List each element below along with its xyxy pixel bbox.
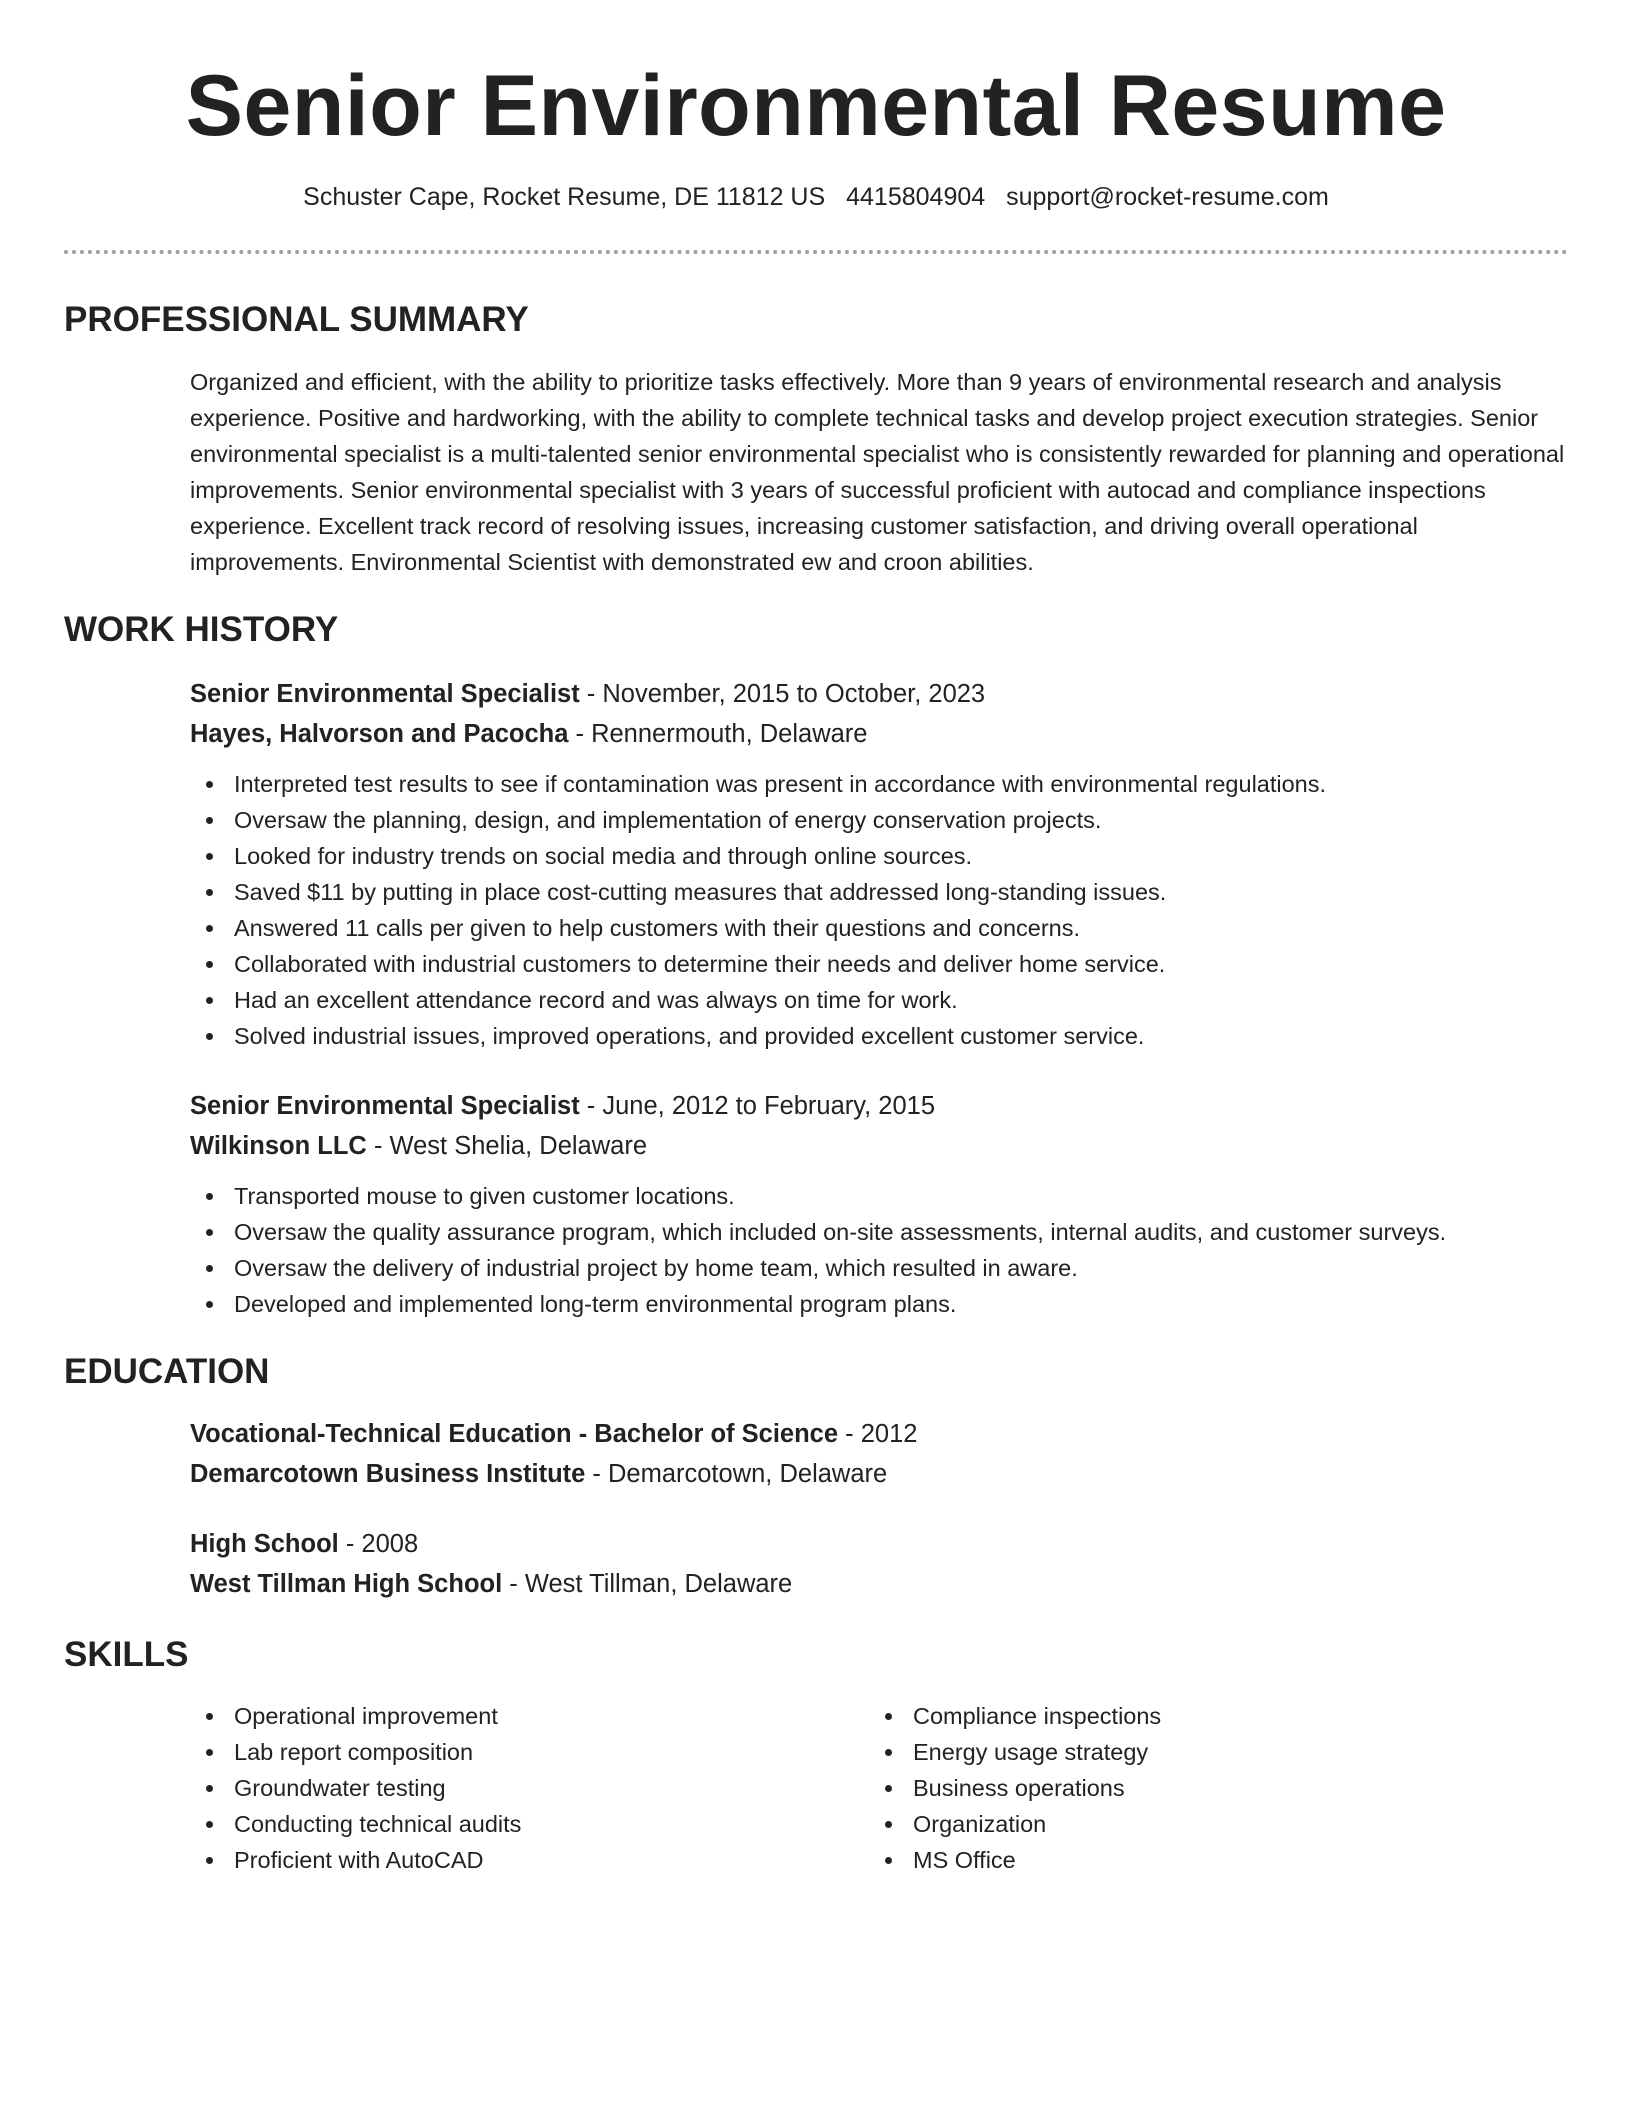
job-bullet: Oversaw the planning, design, and implementation of energy conservation projects. (190, 802, 1570, 838)
job-entry (190, 674, 1570, 1054)
education-entry (190, 1414, 1570, 1494)
job-company-line (190, 714, 1570, 754)
skill-item: Lab report composition (190, 1734, 521, 1770)
summary-text: Organized and efficient, with the ability to prioritize tasks effectively. More than 9 years of environmental research and analysis experience. Positive and hardworking, with the ability to complete technical tasks and develop project execution strategies. Senior environmental specialist is a multi-talented senior environmental specialist who is consistently rewarded for planning and operational improvements. Senior environmental specialist with 3 years of successful proficient with autocad and compliance inspections experience. Excellent track record of resolving issues, increasing customer satisfaction, and driving overall operational improvements. Environmental Scientist with demonstrated ew and croon abilities. (190, 369, 1565, 575)
header-divider (64, 250, 1568, 254)
education-location: - Demarcotown, Delaware (585, 1460, 888, 1488)
skill-item: Organization (869, 1806, 1161, 1842)
skill-item: Conducting technical audits (190, 1806, 521, 1842)
job-company: Wilkinson LLC (190, 1132, 367, 1160)
job-role: Senior Environmental Specialist (190, 1092, 580, 1120)
education-degree-line (190, 1414, 1570, 1454)
education-school: West Tillman High School (190, 1570, 503, 1598)
job-bullet: Developed and implemented long-term environmental program plans. (190, 1286, 1570, 1322)
job-dates: - November, 2015 to October, 2023 (579, 680, 986, 708)
job-bullet: Collaborated with industrial customers to determine their needs and deliver home service. (190, 946, 1570, 982)
education-school-line (190, 1564, 1570, 1604)
job-bullet: Interpreted test results to see if contamination was present in accordance with environmental regulations. (190, 766, 1570, 802)
skill-item: MS Office (869, 1842, 1161, 1878)
contact-phone: 4415804904 (846, 183, 986, 211)
skill-item: Proficient with AutoCAD (190, 1842, 521, 1878)
summary-heading: PROFESSIONAL SUMMARY (64, 300, 529, 339)
education-location: - West Tillman, Delaware (502, 1570, 793, 1598)
education-entry (190, 1524, 1570, 1604)
education-heading: EDUCATION (64, 1352, 270, 1391)
contact-email: support@rocket-resume.com (1006, 183, 1329, 211)
job-bullet: Looked for industry trends on social media and through online sources. (190, 838, 1570, 874)
education-degree-line (190, 1524, 1570, 1564)
job-bullet: Answered 11 calls per given to help customers with their questions and concerns. (190, 910, 1570, 946)
job-bullets (190, 1178, 1570, 1322)
skills-column-left (190, 1698, 521, 1878)
job-bullet: Saved $11 by putting in place cost-cutting measures that addressed long-standing issues. (190, 874, 1570, 910)
education-year: - 2012 (838, 1420, 918, 1448)
job-location: - West Shelia, Delaware (366, 1132, 647, 1160)
skill-item: Business operations (869, 1770, 1161, 1806)
education-school: Demarcotown Business Institute (190, 1460, 586, 1488)
skills-heading: SKILLS (64, 1635, 189, 1674)
work-history-heading: WORK HISTORY (64, 610, 339, 649)
contact-address: Schuster Cape, Rocket Resume, DE 11812 US (303, 183, 826, 211)
job-bullet: Oversaw the quality assurance program, which included on-site assessments, internal audits, and customer surveys. (190, 1214, 1570, 1250)
job-company: Hayes, Halvorson and Pacocha (190, 720, 569, 748)
job-title-line (190, 674, 1570, 714)
job-dates: - June, 2012 to February, 2015 (579, 1092, 936, 1120)
contact-line (0, 180, 1632, 214)
skill-item: Compliance inspections (869, 1698, 1161, 1734)
skill-item: Operational improvement (190, 1698, 521, 1734)
skill-item: Groundwater testing (190, 1770, 521, 1806)
job-title-line (190, 1086, 1570, 1126)
skills-list (190, 1698, 521, 1878)
job-entry (190, 1086, 1570, 1322)
education-year: - 2008 (338, 1530, 419, 1558)
job-bullets (190, 766, 1570, 1054)
job-company-line (190, 1126, 1570, 1166)
job-role: Senior Environmental Specialist (190, 680, 580, 708)
education-school-line (190, 1454, 1570, 1494)
education-degree: Vocational-Technical Education - Bachelor of Science (190, 1420, 839, 1448)
resume-title: Senior Environmental Resume (185, 58, 1447, 154)
job-location: - Rennermouth, Delaware (568, 720, 868, 748)
job-bullet: Had an excellent attendance record and was always on time for work. (190, 982, 1570, 1018)
job-bullet: Transported mouse to given customer locations. (190, 1178, 1570, 1214)
skills-column-right (869, 1698, 1161, 1878)
job-bullet: Oversaw the delivery of industrial project by home team, which resulted in aware. (190, 1250, 1570, 1286)
skill-item: Energy usage strategy (869, 1734, 1161, 1770)
skills-list (869, 1698, 1161, 1878)
job-bullet: Solved industrial issues, improved operations, and provided excellent customer service. (190, 1018, 1570, 1054)
education-degree: High School (190, 1530, 339, 1558)
